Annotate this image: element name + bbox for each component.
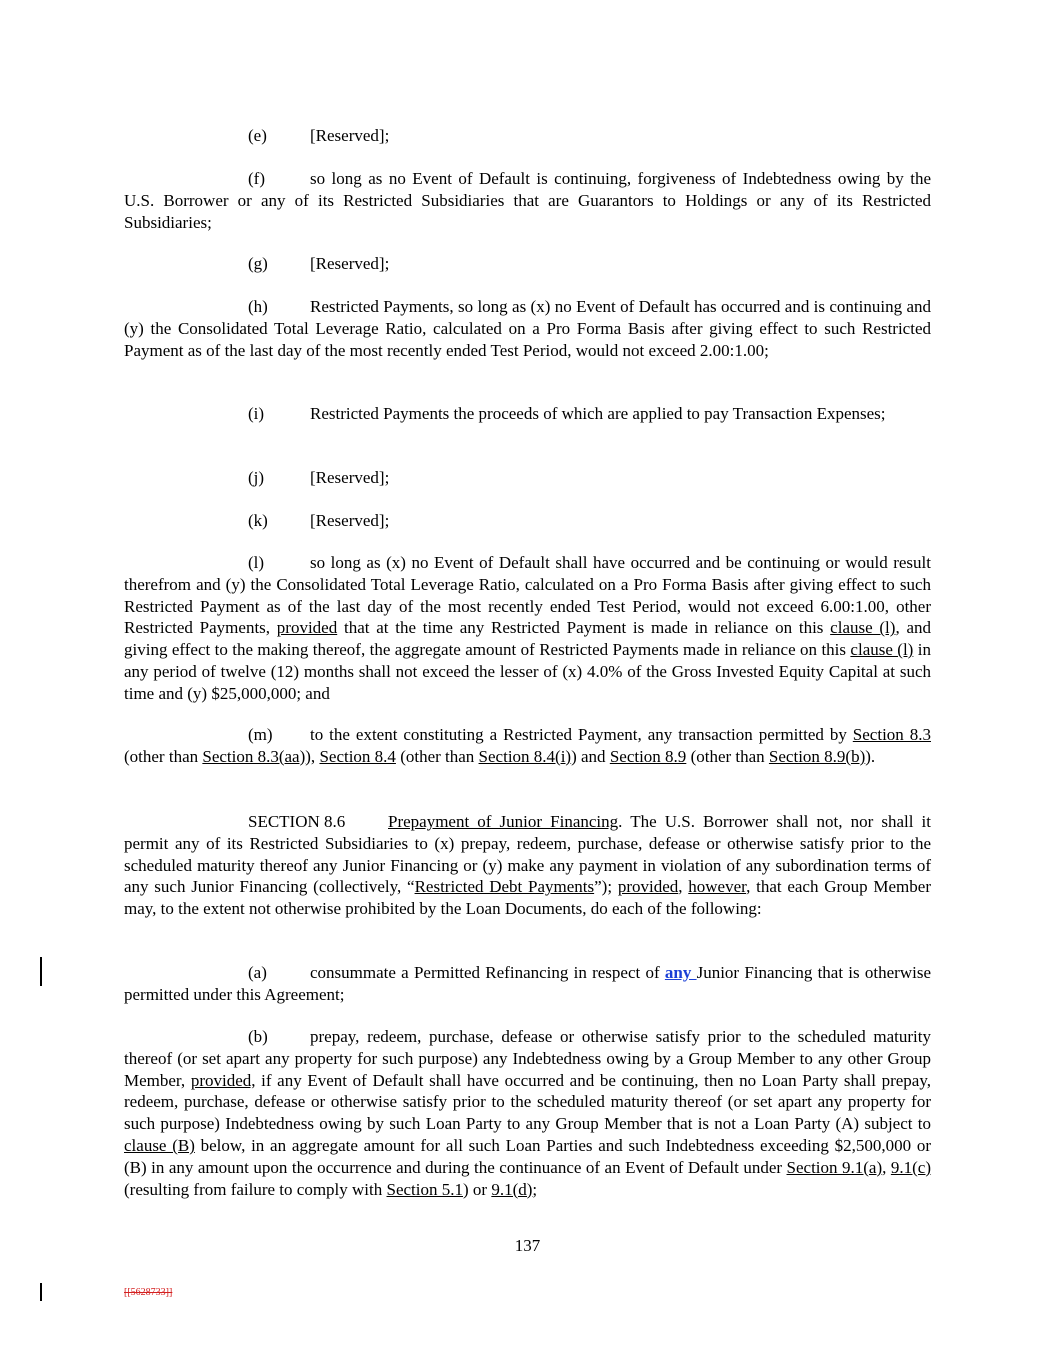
clause-text: (other than xyxy=(686,746,769,766)
clause-text: , xyxy=(882,1157,891,1177)
section-heading: Prepayment of Junior Financing xyxy=(388,812,619,831)
paragraph-m xyxy=(124,724,931,768)
cross-reference: clause (l) xyxy=(830,618,896,638)
clause-number: (g) xyxy=(248,254,268,273)
clause-text: ), xyxy=(305,746,320,766)
clause-text: so long as (x) no Event of Default shall have occurred and be continuing or would result therefrom and (y) the Consolidated Total Leverage Ratio, calculated on a Pro Forma Basis after giving effect to such Restricted Payment as of the last day of the most recently ended Test Period, would not exceed 6.00:1.00, other Restricted Payments, xyxy=(124,553,931,638)
clause-number: (m) xyxy=(248,725,273,744)
clause-number: (h) xyxy=(248,297,268,316)
section-label: SECTION 8.6 xyxy=(248,812,346,831)
clause-text: Junior Financing that is otherwise permitted under this Agreement; xyxy=(124,963,931,1004)
paragraph-l xyxy=(124,552,931,705)
provided-term: provided xyxy=(276,618,338,638)
clause-text: ; xyxy=(532,1179,538,1199)
clause-number: (l) xyxy=(248,553,265,572)
change-bar xyxy=(40,1283,42,1301)
paragraph-g xyxy=(124,253,931,275)
clause-text: (other than xyxy=(124,746,203,766)
clause-text: [Reserved]; xyxy=(310,511,390,530)
clause-text: prepay, redeem, purchase, defease or otherwise satisfy prior to the scheduled maturity thereof (or set apart any property for such purpose) any Indebtedness owing by a Group Member to any other Group Member, xyxy=(124,1027,931,1090)
clause-text: below, in an aggregate amount for all such Loan Parties and such Indebtedness exceeding $2,500,000 or (B) in any amount upon the occurrence and during the continuance of an Event of Default under xyxy=(124,1135,932,1177)
paragraph-a xyxy=(124,962,931,1006)
paragraph-h xyxy=(124,296,931,361)
cross-reference: clause (B) xyxy=(124,1135,195,1155)
clause-text: [Reserved]; xyxy=(310,254,390,273)
cross-reference: Section 8.4 xyxy=(319,746,396,766)
clause-text: ). xyxy=(865,746,876,766)
page-number: 137 xyxy=(514,1236,541,1255)
clause-text: if any Event of Default shall have occurred and be continuing, then no Loan Party shall prepay, redeem, purchase, defease or otherwise satisfy prior to the scheduled maturity thereof (or set apart any property for such purpose) Indebtedness owing by such Loan Party to any Group Member that is not a Loan Party (A) subject to xyxy=(124,1070,931,1134)
provided-term: provided xyxy=(617,877,679,897)
cross-reference: Section 8.9 xyxy=(609,746,687,766)
cross-reference: 9.1(c) xyxy=(890,1157,932,1177)
clause-text: ) and xyxy=(571,746,610,766)
paragraph-j xyxy=(124,467,931,489)
clause-text: consummate a Permitted Refinancing in respect of xyxy=(310,963,665,982)
cross-reference: 9.1(d) xyxy=(491,1179,533,1199)
clause-number: (b) xyxy=(248,1027,268,1046)
document-id: [[5628733]] xyxy=(124,1287,173,1298)
cross-reference: clause (l) xyxy=(850,640,914,660)
clause-number: (f) xyxy=(248,169,265,188)
section-text: , that each Group Member may, to the extent not otherwise prohibited by the Loan Documents, do each of the following: xyxy=(124,877,931,919)
paragraph-k xyxy=(124,510,931,532)
clause-text: [Reserved]; xyxy=(310,126,390,145)
clause-text: Restricted Payments, so long as (x) no Event of Default has occurred and is continuing and (y) the Consolidated Total Leverage Ratio, calculated on a Pro Forma Basis after giving effect to such Restricted Payment as of the last day of the most recently ended Test Period, would not exceed 2.00:1.00; xyxy=(124,297,931,360)
paragraph-f xyxy=(124,168,931,233)
clause-number: (e) xyxy=(248,126,267,145)
clause-number: (j) xyxy=(248,468,265,487)
section-text: ”); xyxy=(594,877,618,897)
clause-number: (a) xyxy=(248,963,267,982)
cross-reference: Section 5.1 xyxy=(386,1179,463,1199)
clause-text: that at the time any Restricted Payment is made in reliance on this xyxy=(337,618,831,638)
cross-reference: Section 8.4(i) xyxy=(478,746,572,766)
cross-reference: Section 8.9(b) xyxy=(768,746,866,766)
section-8-6 xyxy=(124,811,931,920)
clause-number: (k) xyxy=(248,511,268,530)
paragraph-b xyxy=(124,1026,931,1200)
clause-number: (i) xyxy=(248,404,265,423)
section-text: , xyxy=(678,877,689,897)
clause-text: Restricted Payments the proceeds of which are applied to pay Transaction Expenses; xyxy=(310,404,886,423)
however-term: however xyxy=(688,877,747,897)
clause-text: (other than xyxy=(395,746,479,766)
clause-text: ) or xyxy=(463,1179,492,1199)
clause-text: to the extent constituting a Restricted Payment, any transaction permitted by xyxy=(310,725,853,744)
clause-text: (resulting from failure to comply with xyxy=(124,1179,387,1199)
cross-reference: Section 9.1(a) xyxy=(786,1157,883,1177)
clause-text: in any period of twelve (12) months shall not exceed the lesser of (x) 4.0% of the Gross Invested Equity Capital at such time and (y) $25,000,000; and xyxy=(124,640,931,703)
cross-reference: Section 8.3 xyxy=(852,725,931,744)
clause-text: so long as no Event of Default is continuing, forgiveness of Indebtedness owing by the U.S. Borrower or any of its Restricted Subsidiaries that are Guarantors to Holdings or any of its Restricted Subsidiaries; xyxy=(124,169,931,232)
provided-term: provided, xyxy=(190,1070,256,1090)
change-bar xyxy=(40,957,42,986)
paragraph-e xyxy=(124,125,931,147)
defined-term: Restricted Debt Payments xyxy=(414,877,595,897)
clause-text: , and giving effect to the making thereof, the aggregate amount of Restricted Payments made in reliance on this xyxy=(124,618,931,660)
section-text: . The U.S. Borrower shall not, nor shall it permit any of its Restricted Subsidiaries to (x) prepay, redeem, purchase, defease or otherwise satisfy prior to the scheduled maturity thereof any Junior Financing or (y) make any payment in violation of any subordination terms of any such Junior Financing (collectively, “ xyxy=(124,812,931,897)
paragraph-i xyxy=(124,403,931,425)
inserted-text: any xyxy=(664,963,697,982)
cross-reference: Section 8.3(aa) xyxy=(202,746,306,766)
clause-text: [Reserved]; xyxy=(310,468,390,487)
